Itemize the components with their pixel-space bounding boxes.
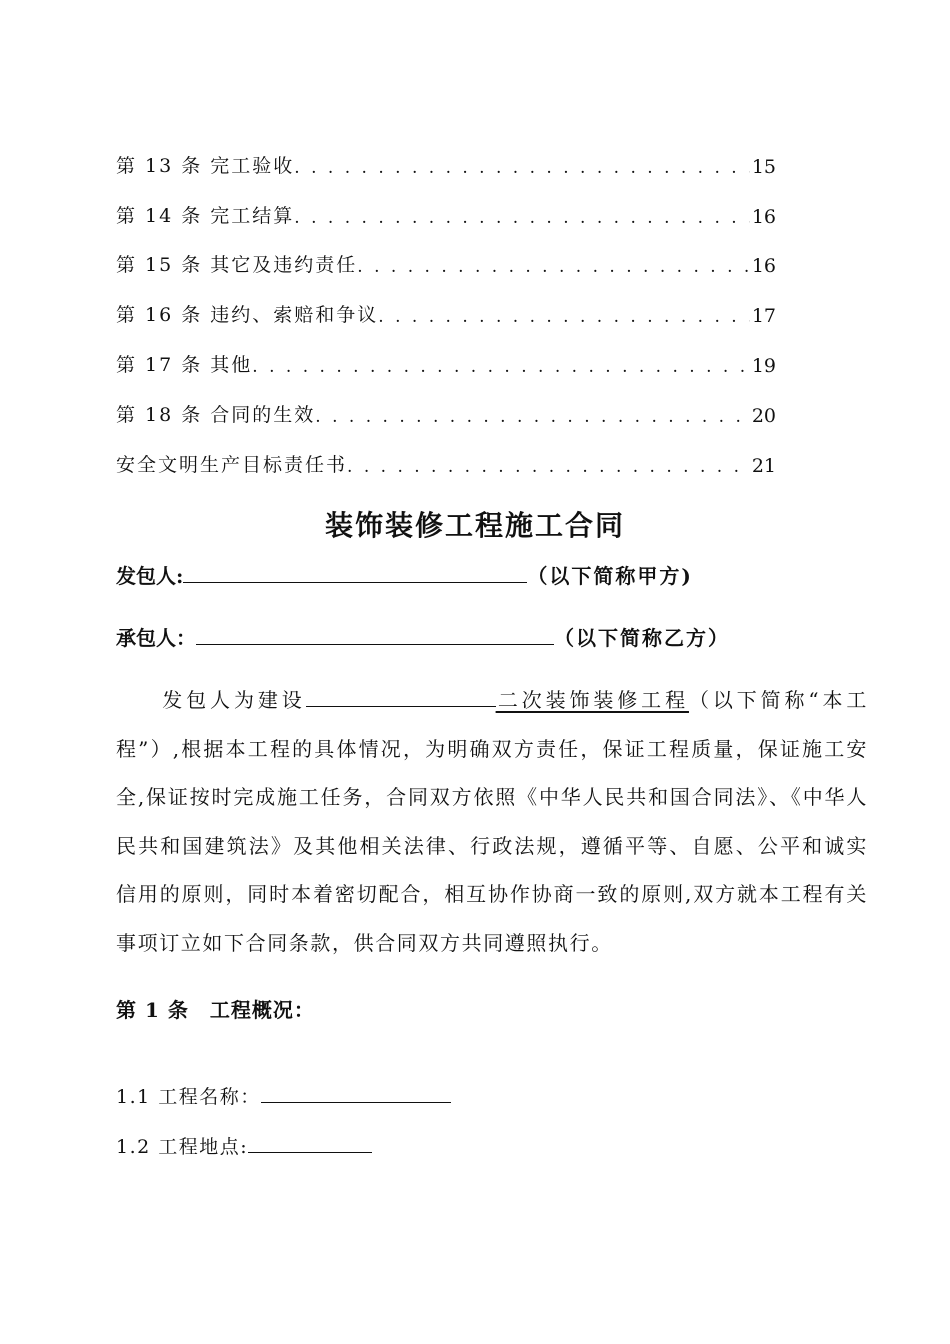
contract-title: 装饰装修工程施工合同	[324, 509, 625, 542]
toc-entry[interactable]	[116, 277, 776, 327]
toc-entry-label: 第 16 条 违约、索赔和争议	[116, 304, 379, 327]
intro-lead: 发包人为建设	[160, 688, 306, 712]
item-1-1-label: 1.1 工程名称：	[116, 1086, 261, 1108]
project-name-field[interactable]	[261, 1082, 451, 1103]
toc-leader-dots	[378, 307, 750, 327]
party-b-line	[116, 622, 730, 651]
toc-entry-page: 16	[751, 205, 776, 228]
item-1-2	[116, 1132, 372, 1159]
toc-entry-label: 安全文明生产目标责任书	[116, 453, 348, 476]
party-a-note: （以下简称甲方)	[527, 564, 693, 588]
party-a-blank[interactable]	[183, 562, 527, 583]
toc-leader-dots	[347, 457, 750, 477]
party-b-note: （以下简称乙方）	[554, 626, 730, 650]
toc-entry-label: 第 14 条 完工结算	[116, 204, 295, 227]
toc-entry-label: 第 15 条 其它及违约责任	[116, 254, 358, 277]
toc-entry-page: 15	[751, 155, 776, 178]
toc-entry-page: 19	[751, 354, 776, 377]
toc-entry-page: 20	[751, 404, 776, 427]
toc-entry[interactable]	[116, 128, 776, 178]
toc-leader-dots	[294, 208, 750, 228]
toc-entry[interactable]	[116, 228, 776, 278]
party-a-label: 发包人:	[116, 564, 184, 588]
toc-entry[interactable]	[116, 427, 776, 477]
party-a-line	[116, 560, 693, 589]
item-1-2-label: 1.2 工程地点:	[116, 1136, 249, 1158]
toc-leader-dots	[315, 407, 750, 427]
toc-entry-page: 16	[751, 255, 776, 278]
party-b-blank[interactable]	[196, 624, 554, 645]
toc-entry[interactable]	[116, 377, 776, 427]
project-name-blank[interactable]	[306, 684, 496, 707]
toc-entry-page: 21	[751, 454, 776, 477]
table-of-contents	[116, 128, 776, 477]
toc-entry-label: 第 17 条 其他	[116, 353, 253, 376]
intro-rest: （以下简称“本工程”）,根据本工程的具体情况，为明确双方责任，保证工程质量，保证施工安全,保证按时完成施工任务，合同双方依照《中华人民共和国合同法》、《中华人民共和国建筑法》及其他相关法律、行政法规，遵循平等、自愿、公平和诚实信用的原则，同时本着密切配合，相互协作协商一致的原则,双方就本工程有关事项订立如下合同条款，供合同双方共同遵照执行。	[116, 688, 868, 955]
intro-project: 二次装饰装修工程	[495, 688, 689, 712]
toc-entry-label: 第 18 条 合同的生效	[116, 403, 316, 426]
party-b-label: 承包人：	[116, 626, 196, 650]
toc-entry-label: 第 13 条 完工验收	[116, 154, 295, 177]
contract-intro-paragraph	[116, 676, 868, 967]
project-location-field[interactable]	[248, 1132, 372, 1153]
toc-leader-dots	[252, 357, 750, 377]
toc-leader-dots	[357, 257, 750, 277]
toc-entry[interactable]	[116, 327, 776, 377]
toc-entry[interactable]	[116, 178, 776, 228]
toc-leader-dots	[294, 158, 750, 178]
item-1-1	[116, 1082, 451, 1109]
section-1-heading: 第 1 条 工程概况：	[116, 998, 315, 1022]
toc-entry-page: 17	[751, 305, 776, 328]
